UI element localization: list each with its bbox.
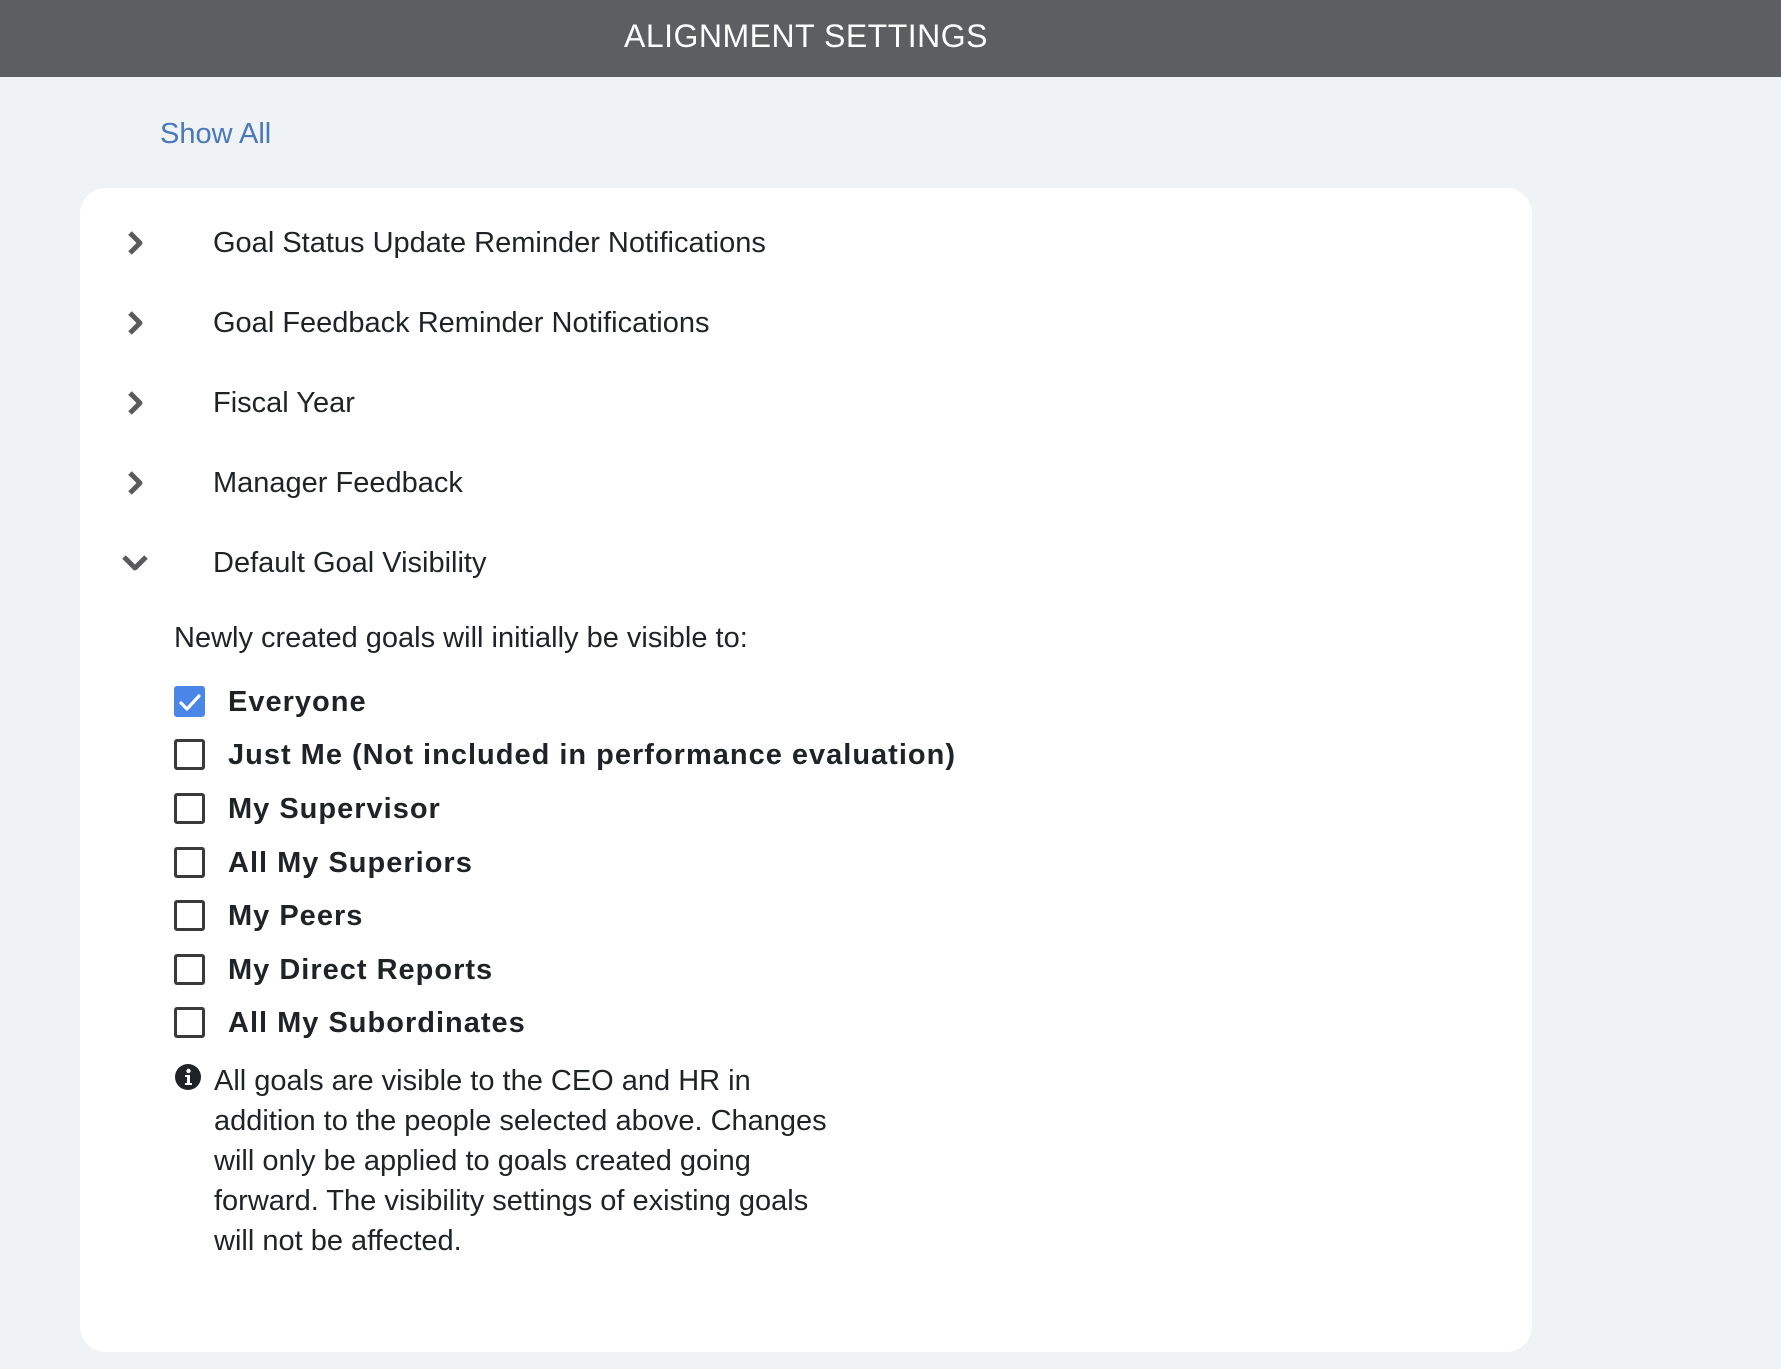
option-my-peers[interactable] (174, 898, 1274, 938)
option-my-direct-reports[interactable] (174, 952, 1274, 992)
section-label: Goal Status Update Reminder Notifications (213, 227, 766, 259)
checkbox-my-peers[interactable] (174, 900, 205, 931)
section-fiscal-year[interactable] (120, 378, 1420, 428)
option-my-supervisor[interactable] (174, 791, 1274, 831)
section-label: Goal Feedback Reminder Notifications (213, 307, 710, 339)
section-label: Default Goal Visibility (213, 547, 487, 579)
option-everyone[interactable] (174, 684, 1274, 724)
option-label: All My Subordinates (228, 1007, 526, 1039)
checkmark-icon (179, 692, 201, 714)
visibility-info-note: All goals are visible to the CEO and HR in addition to the people selected above. Changes will only be applied to goals created going forward. The visibility settings of existing goals will not be affected. (214, 1065, 827, 1257)
page-header (0, 0, 1781, 77)
chevron-right-icon (120, 468, 150, 498)
page-title: ALIGNMENT SETTINGS (623, 18, 988, 54)
option-label: All My Superiors (228, 847, 473, 879)
chevron-right-icon (120, 388, 150, 418)
section-label: Manager Feedback (213, 467, 463, 499)
info-icon (174, 1063, 202, 1091)
option-all-my-subordinates[interactable] (174, 1005, 1274, 1045)
chevron-right-icon (120, 308, 150, 338)
chevron-down-icon (120, 548, 150, 578)
chevron-right-icon (120, 228, 150, 258)
checkbox-just-me[interactable] (174, 739, 205, 770)
section-manager-feedback[interactable] (120, 458, 1420, 508)
section-default-goal-visibility[interactable] (120, 538, 1420, 588)
checkbox-my-supervisor[interactable] (174, 793, 205, 824)
checkbox-my-direct-reports[interactable] (174, 954, 205, 985)
option-label: My Supervisor (228, 793, 441, 825)
checkbox-everyone[interactable] (174, 686, 205, 717)
show-all-link[interactable]: Show All (160, 118, 272, 150)
section-label: Fiscal Year (213, 387, 355, 419)
option-label: Just Me (Not included in performance evaluation) (228, 739, 956, 771)
settings-card (80, 188, 1532, 1352)
option-just-me[interactable] (174, 737, 1274, 777)
option-label: My Direct Reports (228, 954, 494, 986)
option-label: My Peers (228, 900, 364, 932)
checkbox-all-my-subordinates[interactable] (174, 1007, 205, 1038)
visibility-intro: Newly created goals will initially be visible to: (174, 622, 748, 654)
section-goal-status-update-reminder[interactable] (120, 218, 1420, 268)
option-label: Everyone (228, 686, 367, 718)
section-goal-feedback-reminder[interactable] (120, 298, 1420, 348)
checkbox-all-my-superiors[interactable] (174, 847, 205, 878)
option-all-my-superiors[interactable] (174, 845, 1274, 885)
